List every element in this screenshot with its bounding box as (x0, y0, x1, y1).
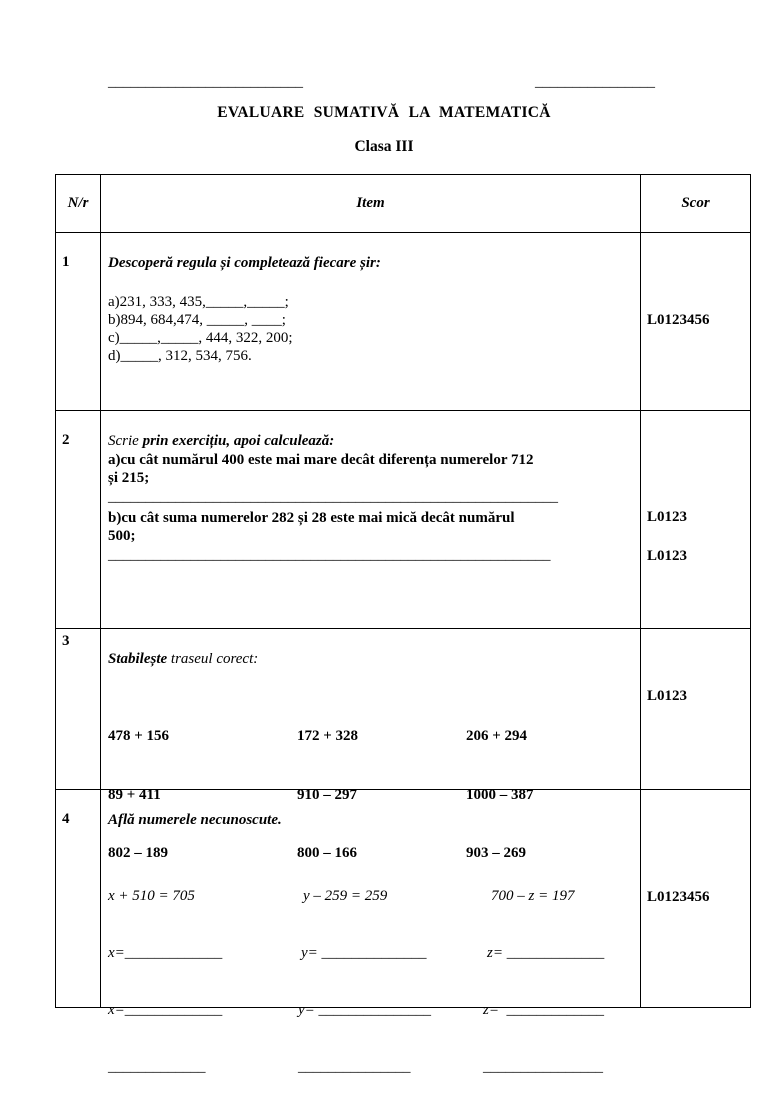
instruction-part: Scrie (108, 433, 139, 449)
item-instruction: Află numerele necunoscute. (108, 812, 282, 828)
header-nr: N/r (56, 175, 101, 233)
instruction-part: traseul corect: (170, 651, 259, 667)
answer-blank: ________________ (483, 1059, 603, 1075)
header-score: Scor (641, 175, 751, 233)
class-label: Clasa III (354, 138, 414, 155)
expression: 206 + 294 (466, 728, 528, 744)
expression: 478 + 156 (108, 728, 170, 744)
score-cell (641, 629, 751, 790)
equation: y – 259 = 259 (303, 888, 388, 904)
answer-blank: y= _______________ (298, 1002, 432, 1018)
answer-blank: x=_____________ (108, 945, 223, 961)
assessment-table (55, 174, 751, 1075)
expression: 172 + 328 (297, 728, 359, 744)
instruction-part: prin exercițiu, apoi calculează: (142, 433, 335, 449)
item-number: 1 (56, 233, 101, 411)
document-title: EVALUARE SUMATIVĂ LA MATEMATICĂ (217, 104, 551, 121)
equation-column (483, 849, 604, 1115)
problem-line: a)cu cât numărul 400 este mai mare decât diferența numerelor 712 (108, 452, 534, 468)
score-scale: L0123456 (647, 312, 710, 328)
problem-line: 500; (108, 528, 136, 544)
problem-line: și 215; (108, 470, 150, 486)
name-blank-line: __________________________ (108, 74, 303, 90)
equation: 700 – z = 197 (491, 888, 575, 904)
expression: 800 – 166 (297, 845, 357, 861)
expression: 910 – 297 (297, 786, 357, 803)
item-content (101, 411, 641, 629)
sequence-line: a)231, 333, 435,_____,_____; (108, 294, 289, 310)
score-cell (641, 790, 751, 1008)
equation-column (108, 849, 222, 1115)
answer-blank: z= _____________ (483, 1002, 604, 1018)
answer-blank: _______________ (298, 1059, 411, 1075)
score-scale: L0123 (647, 509, 688, 525)
expression: 903 – 269 (466, 845, 526, 861)
score-cell (641, 233, 751, 411)
equation-column (298, 849, 431, 1115)
table-row (56, 233, 751, 411)
sequence-line: b)894, 684,474, _____, ____; (108, 312, 286, 328)
answer-line: ____________________________________________________________ (108, 489, 558, 505)
answer-line: ___________________________________________________________ (108, 547, 551, 563)
answer-blank: y= ______________ (301, 945, 427, 961)
score-cell (641, 411, 751, 629)
sequence-line: d)_____, 312, 534, 756. (108, 348, 252, 364)
expression: 802 – 189 (108, 845, 168, 861)
table-header-row (56, 175, 751, 233)
header-item: Item (101, 175, 641, 233)
expression: 89 + 411 (108, 786, 161, 803)
date-blank-line: ________________ (535, 74, 655, 90)
problem-line: b)cu cât suma numerelor 282 și 28 este mai mică decât numărul (108, 510, 515, 526)
table-row (56, 411, 751, 629)
item-instruction (108, 650, 258, 668)
instruction-part: Stabilește (108, 651, 168, 667)
equation: x + 510 = 705 (108, 888, 195, 904)
answer-blank: z= _____________ (487, 945, 605, 961)
score-scale: L0123456 (647, 889, 710, 905)
item-content (101, 233, 641, 411)
table-row (56, 629, 751, 790)
table-row (56, 790, 751, 1008)
score-scale: L0123 (647, 688, 688, 704)
item-number: 4 (56, 790, 101, 1008)
expression: 1000 – 387 (466, 786, 534, 803)
item-number: 2 (56, 411, 101, 629)
answer-blank: _____________ (108, 1059, 206, 1075)
item-instruction: Descoperă regula și completează fiecare șir: (108, 255, 381, 271)
item-instruction (108, 432, 334, 450)
sequence-line: c)_____,_____, 444, 322, 200; (108, 330, 293, 346)
item-content (101, 790, 641, 1075)
item-number: 3 (56, 629, 101, 790)
score-scale: L0123 (647, 548, 688, 564)
answer-blank: x=_____________ (108, 1002, 223, 1018)
